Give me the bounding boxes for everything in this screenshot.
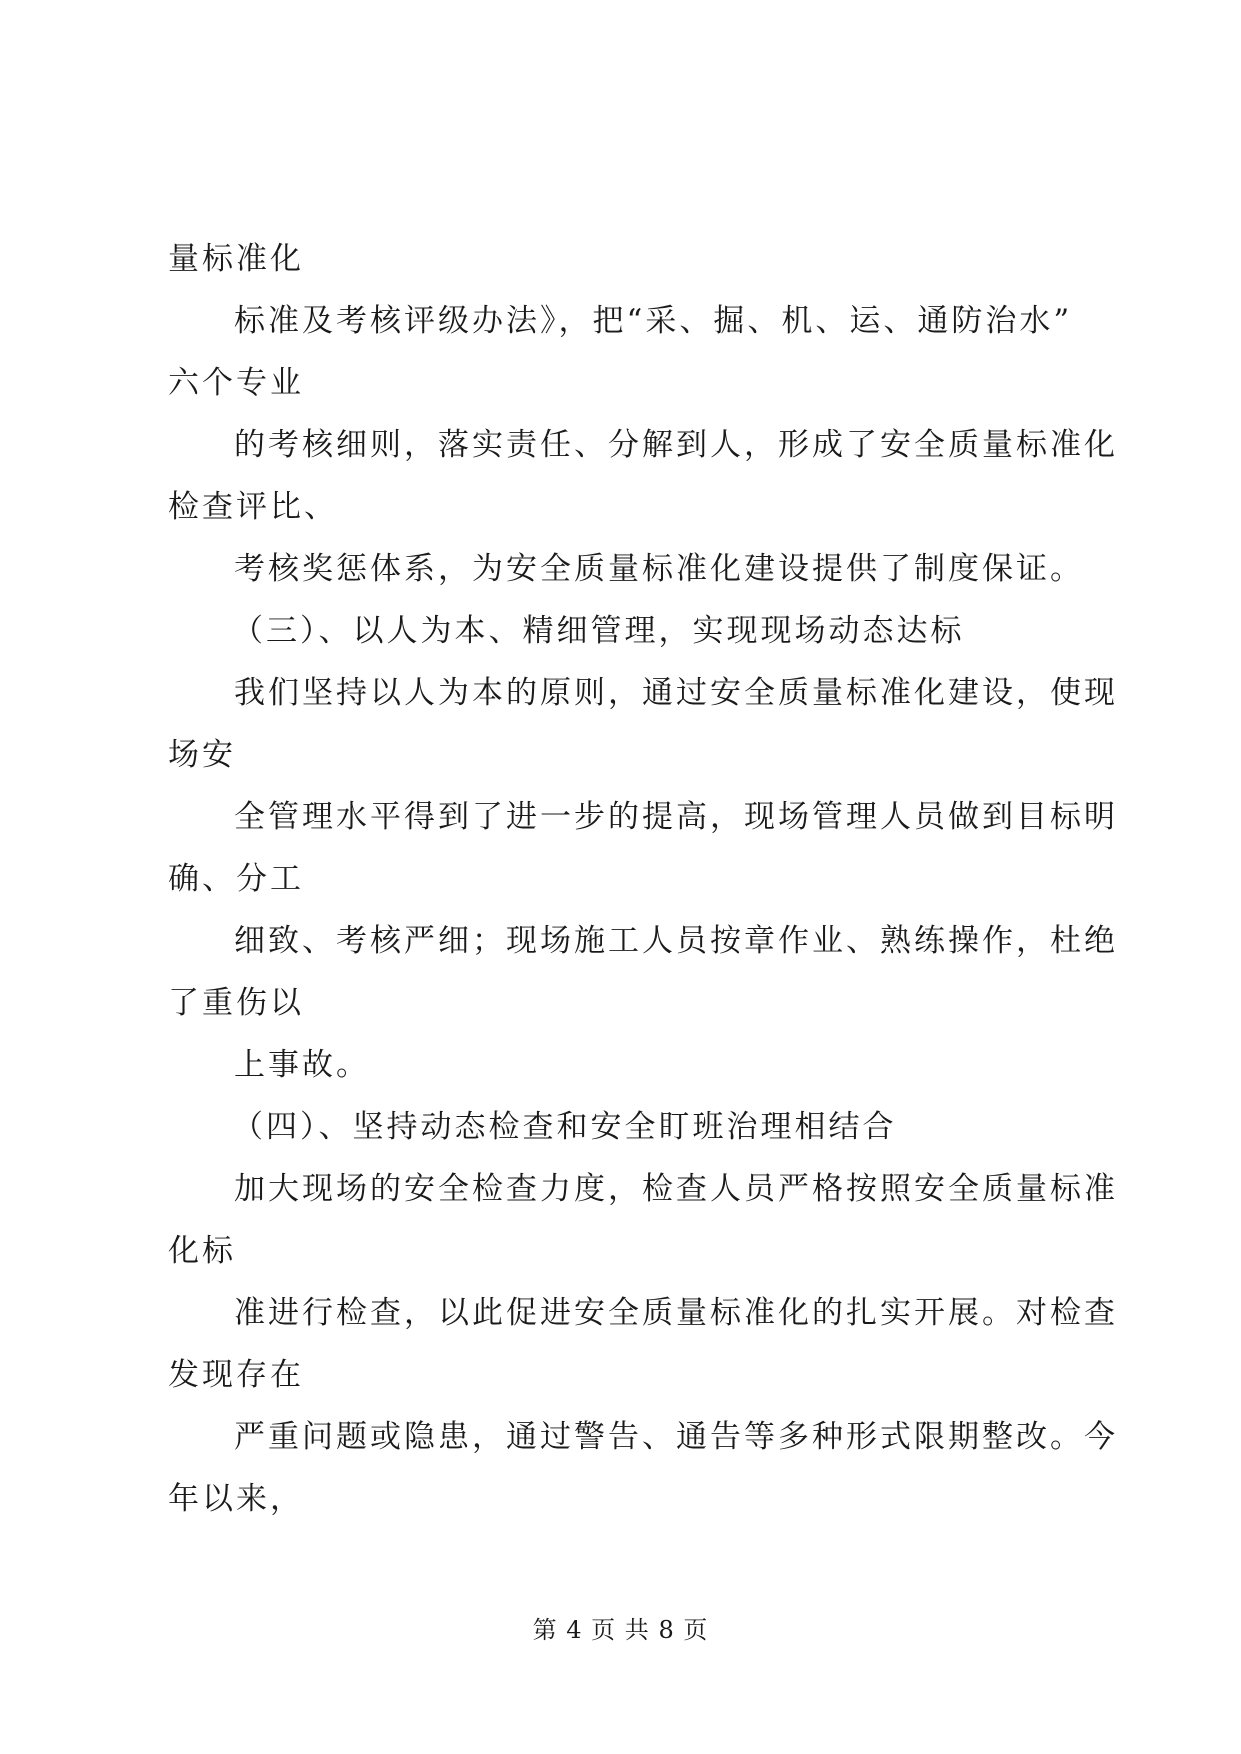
- text-line: 发现存在: [168, 1357, 304, 1393]
- text-line: 场安: [168, 737, 236, 773]
- text-line: 的考核细则，落实责任、分解到人，形成了安全质量标准化: [234, 427, 1118, 463]
- text-line: 标准及考核评级办法》，把“采、掘、机、运、通防治水”: [234, 303, 1073, 339]
- text-line: 确、分工: [168, 861, 304, 897]
- section-heading: （三）、以人为本、精细管理，实现现场动态达标: [232, 613, 965, 649]
- text-line: 考核奖惩体系，为安全质量标准化建设提供了制度保证。: [234, 551, 1084, 587]
- text-line: 六个专业: [168, 365, 304, 401]
- document-body: [168, 228, 1118, 1530]
- text-line: 年以来，: [168, 1481, 304, 1517]
- page-number-footer: 第 4 页 共 8 页: [532, 1616, 709, 1644]
- text-line: 检查评比、: [168, 489, 338, 525]
- section-heading: （四）、坚持动态检查和安全盯班治理相结合: [232, 1109, 897, 1145]
- text-line: 上事故。: [234, 1047, 370, 1083]
- text-line: 了重伤以: [168, 985, 304, 1021]
- text-line: 我们坚持以人为本的原则，通过安全质量标准化建设，使现: [234, 675, 1118, 711]
- text-line: 严重问题或隐患，通过警告、通告等多种形式限期整改。今: [234, 1419, 1118, 1455]
- text-line: 准进行检查，以此促进安全质量标准化的扎实开展。对检查: [234, 1295, 1118, 1331]
- text-line: 细致、考核严细；现场施工人员按章作业、熟练操作，杜绝: [234, 923, 1118, 959]
- text-line: 量标准化: [168, 241, 304, 277]
- text-line: 化标: [168, 1233, 236, 1269]
- text-line: 加大现场的安全检查力度，检查人员严格按照安全质量标准: [234, 1171, 1118, 1207]
- text-line: 全管理水平得到了进一步的提高，现场管理人员做到目标明: [234, 799, 1118, 835]
